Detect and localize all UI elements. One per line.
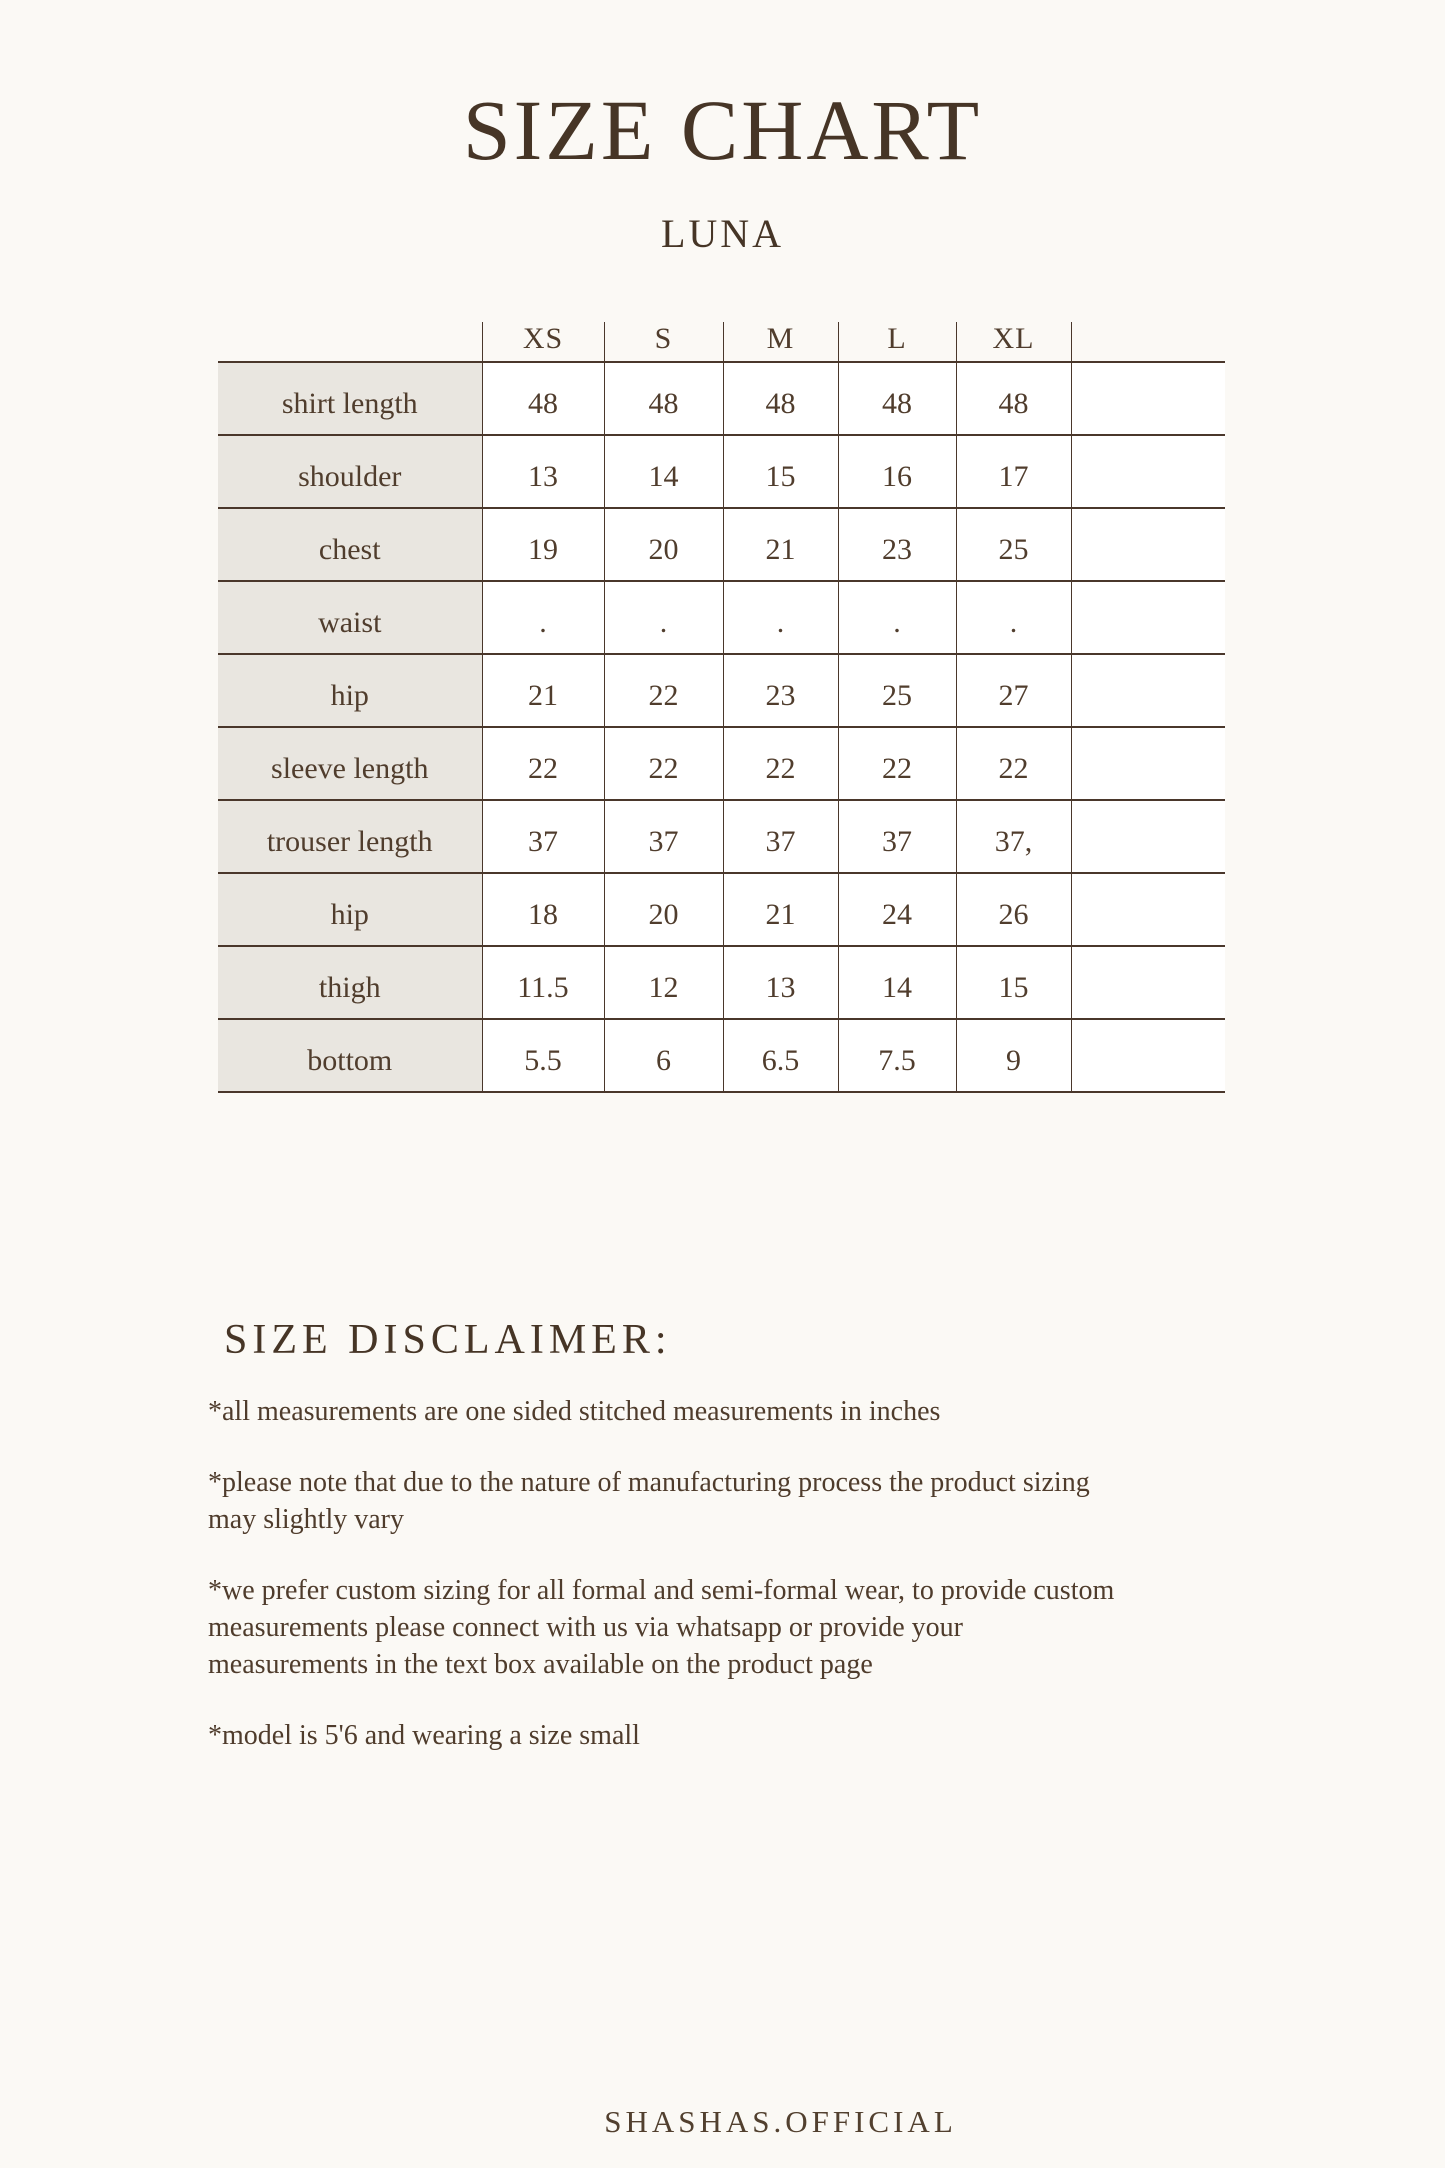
brand-footer: SHASHAS.OFFICIAL [604, 2104, 957, 2139]
size-cell: 13 [482, 435, 604, 508]
disclaimer-notes [208, 1394, 1126, 1755]
header-corner-cell [218, 322, 482, 362]
size-cell: 25 [838, 654, 956, 727]
size-cell: 9 [956, 1019, 1071, 1092]
table-row [218, 435, 1225, 508]
empty-cell [1071, 508, 1225, 581]
size-cell: 11.5 [482, 946, 604, 1019]
disclaimer-note: *all measurements are one sided stitched measurements in inches [208, 1396, 941, 1427]
size-cell: 37 [838, 800, 956, 873]
size-cell: 15 [723, 435, 838, 508]
disclaimer-heading: SIZE DISCLAIMER: [224, 1317, 672, 1363]
size-cell: 23 [838, 508, 956, 581]
table-row [218, 946, 1225, 1019]
size-cell: 48 [956, 362, 1071, 435]
size-cell: 15 [956, 946, 1071, 1019]
size-cell: . [604, 581, 723, 654]
row-label: shoulder [218, 435, 482, 508]
size-col-header: XS [482, 322, 604, 362]
size-cell: 48 [838, 362, 956, 435]
row-label: hip [218, 873, 482, 946]
size-cell: . [838, 581, 956, 654]
size-cell: 5.5 [482, 1019, 604, 1092]
header-empty-cell [1071, 322, 1225, 362]
size-cell: 48 [482, 362, 604, 435]
size-cell: 22 [604, 727, 723, 800]
size-cell: 37 [604, 800, 723, 873]
table-row [218, 581, 1225, 654]
size-cell: 24 [838, 873, 956, 946]
table-row [218, 1019, 1225, 1092]
size-cell: 48 [604, 362, 723, 435]
empty-cell [1071, 362, 1225, 435]
row-label: chest [218, 508, 482, 581]
row-label: trouser length [218, 800, 482, 873]
row-label: sleeve length [218, 727, 482, 800]
empty-cell [1071, 654, 1225, 727]
size-cell: . [956, 581, 1071, 654]
size-cell: 22 [723, 727, 838, 800]
size-cell: 21 [482, 654, 604, 727]
size-cell: 6 [604, 1019, 723, 1092]
disclaimer-note: *please note that due to the nature of manufacturing process the product sizing may slightly vary [208, 1466, 1090, 1535]
size-cell: 14 [838, 946, 956, 1019]
size-table-header-row [218, 322, 1225, 362]
product-name-subtitle: LUNA [660, 211, 785, 256]
size-col-header: L [838, 322, 956, 362]
size-cell: 37 [723, 800, 838, 873]
size-cell: 19 [482, 508, 604, 581]
row-label: thigh [218, 946, 482, 1019]
page-title: SIZE CHART [462, 82, 983, 178]
size-cell: 37, [956, 800, 1071, 873]
size-table-body [218, 362, 1225, 1092]
size-cell: 14 [604, 435, 723, 508]
empty-cell [1071, 435, 1225, 508]
size-cell: 12 [604, 946, 723, 1019]
size-cell: 20 [604, 508, 723, 581]
empty-cell [1071, 800, 1225, 873]
size-cell: 6.5 [723, 1019, 838, 1092]
size-cell: . [482, 581, 604, 654]
empty-cell [1071, 581, 1225, 654]
size-cell: 25 [956, 508, 1071, 581]
empty-cell [1071, 946, 1225, 1019]
row-label: hip [218, 654, 482, 727]
row-label: shirt length [218, 362, 482, 435]
size-cell: 18 [482, 873, 604, 946]
table-row [218, 362, 1225, 435]
empty-cell [1071, 1019, 1225, 1092]
size-cell: 7.5 [838, 1019, 956, 1092]
disclaimer-note: *we prefer custom sizing for all formal and semi-formal wear, to provide custom measurements please connect with us via whatsapp or provide your measurements in the text box available on the product page [208, 1574, 1115, 1680]
size-cell: 16 [838, 435, 956, 508]
table-row [218, 873, 1225, 946]
table-row [218, 508, 1225, 581]
size-cell: 48 [723, 362, 838, 435]
empty-cell [1071, 727, 1225, 800]
size-cell: 26 [956, 873, 1071, 946]
size-table [218, 322, 1225, 1093]
size-col-header: XL [956, 322, 1071, 362]
table-row [218, 727, 1225, 800]
row-label: bottom [218, 1019, 482, 1092]
table-row [218, 654, 1225, 727]
size-cell: 27 [956, 654, 1071, 727]
size-cell: 37 [482, 800, 604, 873]
empty-cell [1071, 873, 1225, 946]
row-label: waist [218, 581, 482, 654]
disclaimer-note: *model is 5'6 and wearing a size small [208, 1719, 640, 1751]
size-cell: 22 [482, 727, 604, 800]
size-cell: 22 [838, 727, 956, 800]
size-cell: 21 [723, 873, 838, 946]
table-row [218, 800, 1225, 873]
size-cell: 17 [956, 435, 1071, 508]
disclaimer-section [208, 1316, 1126, 1789]
size-cell: 21 [723, 508, 838, 581]
size-cell: 20 [604, 873, 723, 946]
size-cell: 23 [723, 654, 838, 727]
size-cell: 13 [723, 946, 838, 1019]
size-cell: . [723, 581, 838, 654]
size-col-header: S [604, 322, 723, 362]
size-cell: 22 [956, 727, 1071, 800]
size-col-header: M [723, 322, 838, 362]
size-cell: 22 [604, 654, 723, 727]
